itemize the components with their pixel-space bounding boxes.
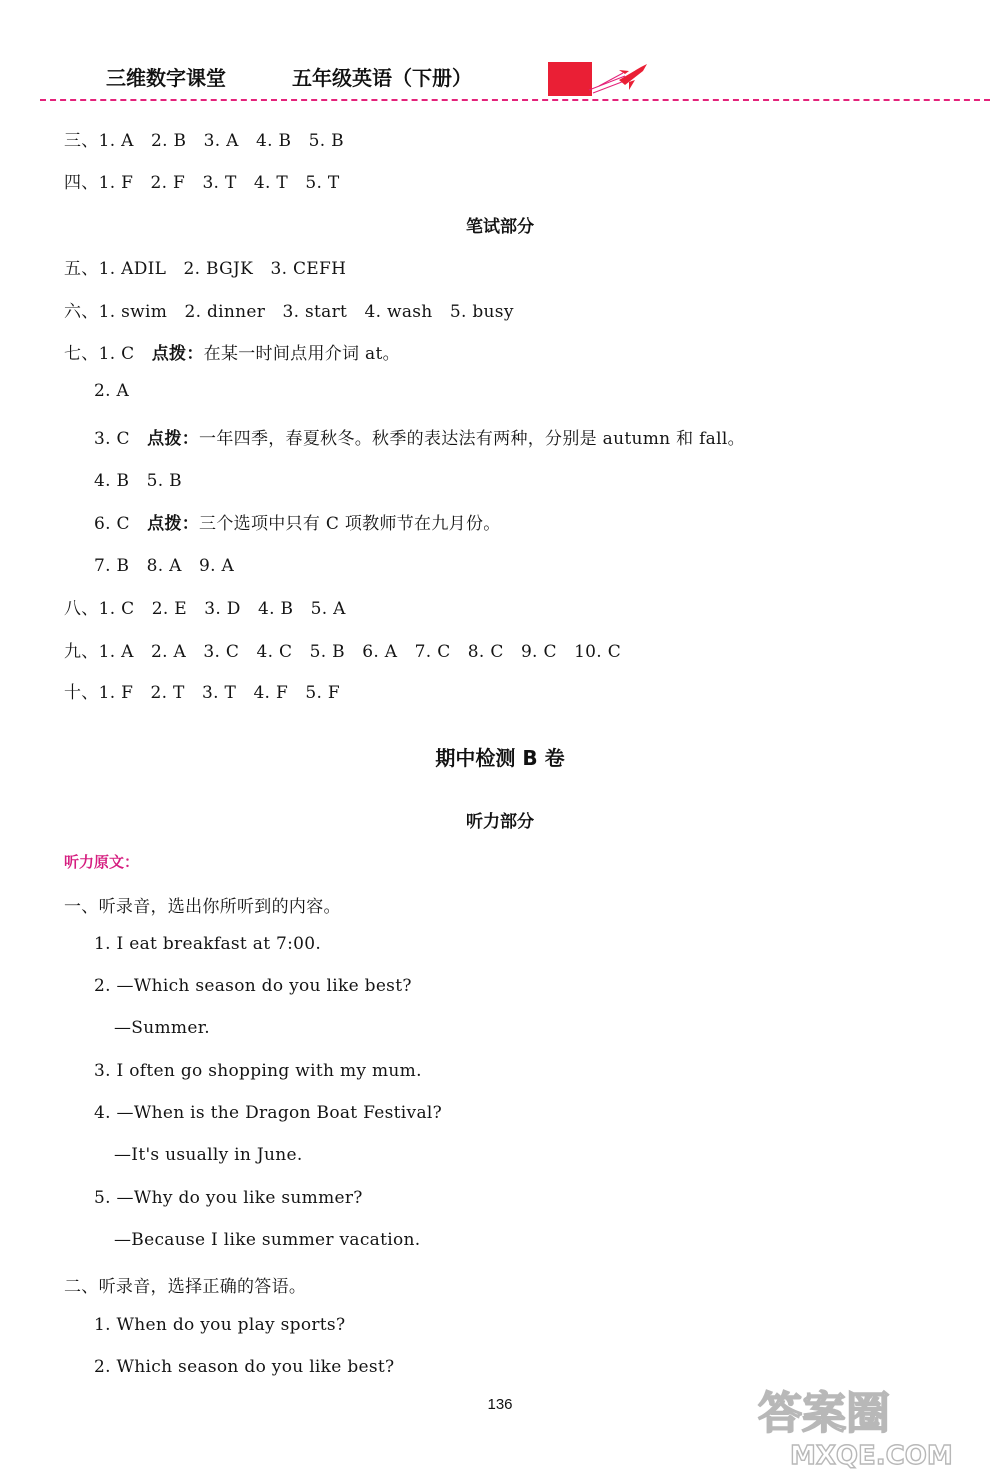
- watermark-chars: 答案圈: [758, 1388, 890, 1439]
- transcript-line: 3. I often go shopping with my mum.: [94, 1061, 422, 1081]
- header-series-title: 三维数字课堂: [106, 66, 226, 90]
- header-subject-title: 五年级英语（下册）: [292, 66, 472, 90]
- transcript-line: —Because I like summer vacation.: [114, 1230, 421, 1250]
- exam-title: 期中检测 B 卷: [435, 746, 565, 770]
- transcript-instruction-2: 二、听录音，选择正确的答语。: [64, 1277, 307, 1297]
- answer-label: 3. C: [94, 429, 148, 449]
- answer-line-qi-2: 2. A: [94, 381, 130, 401]
- transcript-label: 听力原文：: [64, 853, 140, 871]
- answer-line-ba: 八、1. C 2. E 3. D 4. B 5. A: [64, 599, 346, 619]
- page-number: 136: [487, 1396, 513, 1413]
- answer-line-qi-3: [94, 424, 745, 449]
- answer-line-jiu: 九、1. A 2. A 3. C 4. C 5. B 6. A 7. C 8. C 9. C 10. C: [64, 642, 622, 662]
- answer-label: 七、1. C: [64, 344, 152, 364]
- answer-line-qi-4: 4. B 5. B: [94, 471, 182, 491]
- answer-line-qi-6: [94, 509, 501, 534]
- answer-line-wu: 五、1. ADIL 2. BGJK 3. CEFH: [64, 259, 347, 279]
- listening-section-heading: 听力部分: [466, 812, 534, 832]
- header-dashed-rule: [40, 99, 990, 101]
- watermark-url: MXQE.COM: [790, 1441, 953, 1470]
- transcript-line: —It's usually in June.: [114, 1145, 303, 1165]
- transcript-line: 2. —Which season do you like best?: [94, 976, 412, 996]
- transcript-line: 1. I eat breakfast at 7:00.: [94, 934, 322, 954]
- transcript-line: 5. —Why do you like summer?: [94, 1188, 363, 1208]
- hint-text: 在某一时间点用介词 at。: [203, 344, 400, 364]
- transcript-line: 4. —When is the Dragon Boat Festival?: [94, 1103, 443, 1123]
- watermark-logo: [750, 1378, 995, 1470]
- hint-text: 三个选项中只有 C 项教师节在九月份。: [199, 514, 501, 534]
- hint-label: 点拨：: [147, 514, 200, 534]
- answer-line-si: 四、1. F 2. F 3. T 4. T 5. T: [64, 173, 340, 193]
- hint-label: 点拨：: [147, 429, 200, 449]
- hint-label: 点拨：: [151, 344, 204, 364]
- written-section-heading: 笔试部分: [466, 217, 534, 237]
- rocket-icon: [585, 60, 649, 94]
- transcript-line: 2. Which season do you like best?: [94, 1357, 395, 1377]
- transcript-instruction-1: 一、听录音，选出你所听到的内容。: [64, 897, 341, 917]
- answer-line-qi-1: [64, 339, 400, 364]
- answer-label: 6. C: [94, 514, 148, 534]
- answer-line-qi-7: 7. B 8. A 9. A: [94, 556, 235, 576]
- hint-text: 一年四季，春夏秋冬。秋季的表达法有两种，分别是 autumn 和 fall。: [199, 429, 745, 449]
- answer-line-san: 三、1. A 2. B 3. A 4. B 5. B: [64, 131, 344, 151]
- answer-line-liu: 六、1. swim 2. dinner 3. start 4. wash 5. busy: [64, 302, 514, 322]
- transcript-line: 1. When do you play sports?: [94, 1315, 346, 1335]
- answer-line-shi: 十、1. F 2. T 3. T 4. F 5. F: [64, 683, 340, 703]
- transcript-line: —Summer.: [114, 1018, 210, 1038]
